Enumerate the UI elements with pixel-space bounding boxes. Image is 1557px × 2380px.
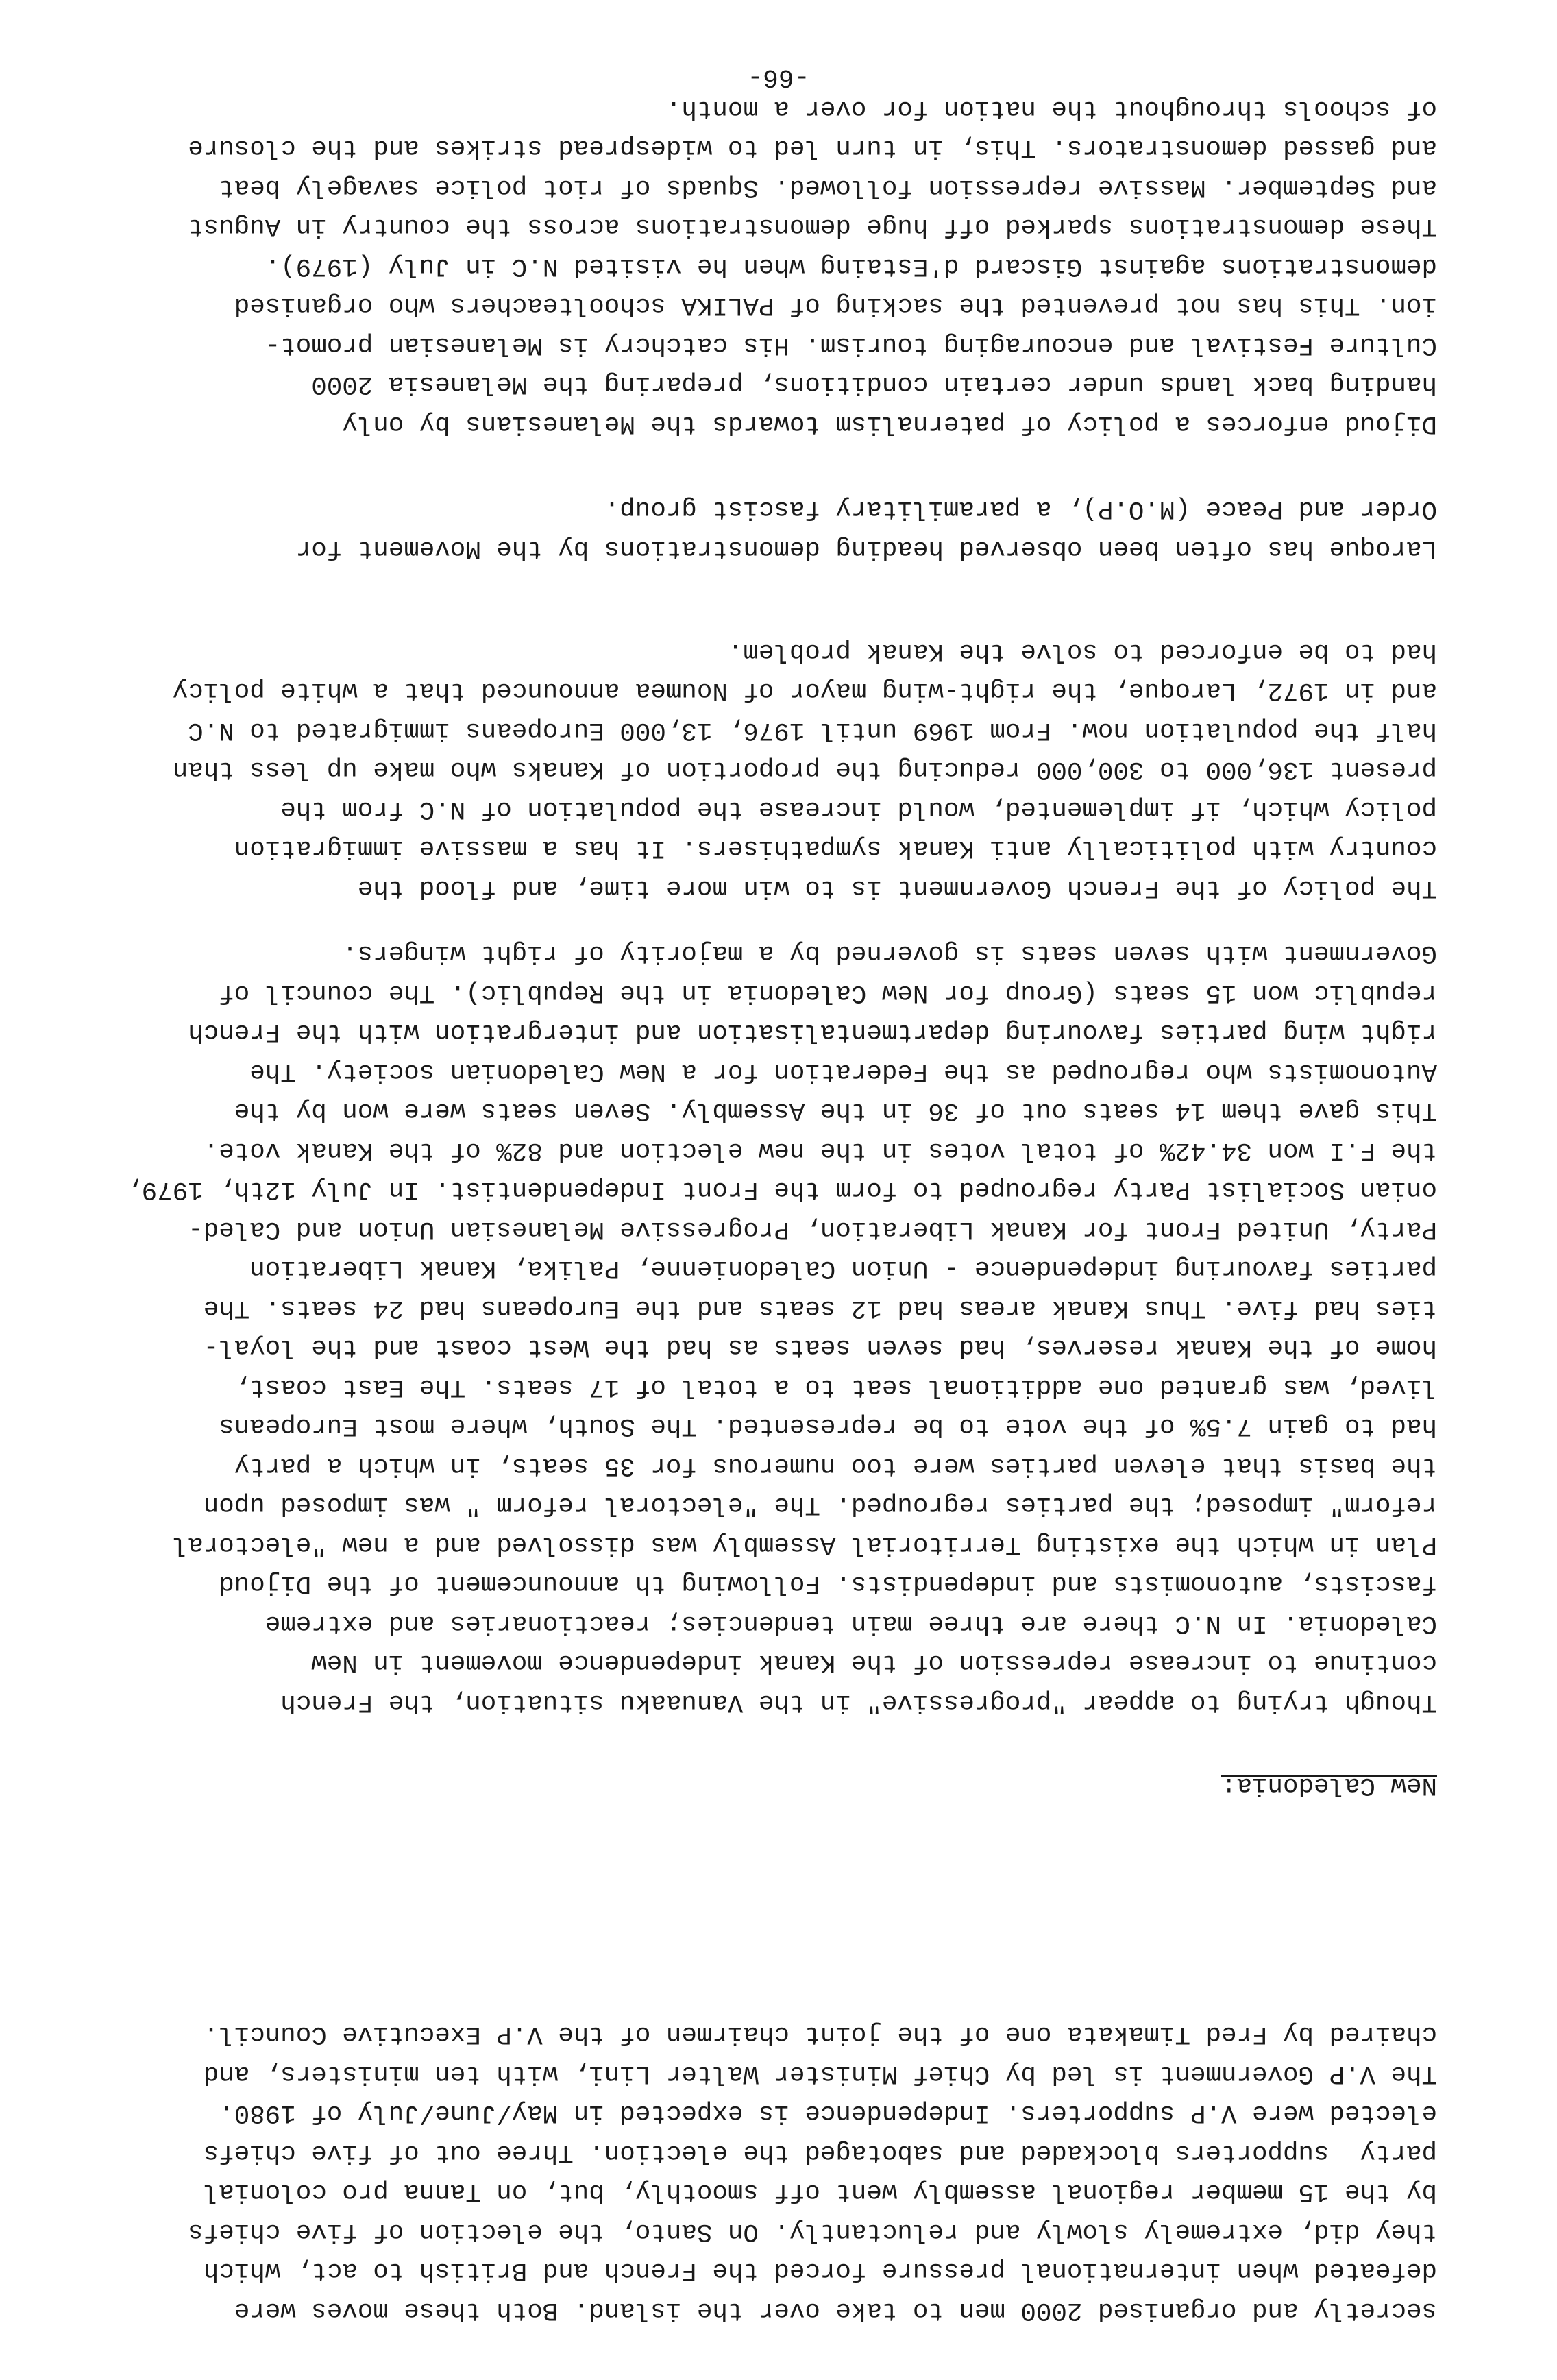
paragraph-french-policy: The policy of the French Government is to win more time, and flood the country with politically anti Kanak sympathisers. It has a massive immigration policy which, if implemented, would increase the population of N.C from the present 136,000 to 300,000 reducing the proportion of Kanaks who make up less than half the population now. From 1969 until 1976, 13,000 Europeans immigrated to N.C and in 1972, Laroque, the right-wing mayor of Noumea announced that a white policy had to be enforced to solve the Kanak problem. [172,637,1437,902]
paragraph-dijoud: Dijoud enforces a policy of paternalism towards the Melanesians by only handing back lands under certain conditions, preparing the Melanesia 2000 Culture Festival and encouraging tourism. His catchcry is Melanesian promot- ion. This has not prevented the sacking of PALIKA schoolteachers who organised demonstrations against Giscard d'Estaing when he visited N.C in July (1979). These demonstrations sparked off huge demonstrations across the country in August and September. Massive repression followed. Squads of riot police savagely beat and gassed demonstrators. This, in turn led to widespread strikes and the closure of schools throughout the nation for over a month. [188,94,1437,438]
page-number-text: -66- [747,62,810,92]
paragraph-new-caledonia-politics: Though trying to appear "progressive" in the Vanuaaku situation, the French continue to increase repression of the Kanak independence movement in New Caledonia. In N.C there are three main tendencies; reactionaries and extreme fascists, autonomists and independists. Following th announcement of the Dijoud Plan in which the existing Territorial Assembly was dissolved and a new "electoral reform" imposed; the parties regrouped. The "electoral reform " was imposed upon the basis that eleven parties were too numerous for 35 seats, in which a party had to gain 7.5% of the vote to be represented. The South, where most Europeans lived, was granted one additional seat to a total of 17 seats. The East coast, home of the Kanak reserves, had seven seats as had the West coast and the loyal- ties had five. Thus Kanak areas had 12 seats and the Europeans had 24 seats. The parties favouring independence - Union Caledonienne, Palika, Kanak Liberation Party, United Front for Kanak Liberation, Progressive Melanesian Union and Caled- onian Socialist Party regrouped to form the Front Independentist. In July 12th, 1979, the F.I won 34.42% of total votes in the new election and 82% of the Kanak vote. This gave them 14 seats out of 36 in the Assembly. Seven seats were won by the Autonomists who regrouped as the Federation for a New Caledonian society. The right wing parties favouring departmentalisation and intergration with the French republic won 15 seats (Group for New Caledonia in the Republic). The council of Government with seven seats is governed by a majority of right wingers. [126,938,1437,1716]
paragraph-vanuaaku-election: secretly and organised 2000 men to take over the island. Both these moves were defeated when international pressure forced the French and British to act, which they did, extremely slowly and reluctantly. On Santo, the election of five chiefs by the 15 member regional assembly went off smoothly, but, on Tanna pro colonial party supporters blockaded and sabotaged the election. Three out of five chiefs elected were V.P supporters. Independence is expected in May/June/July of 1980. The V.P Government is led by Chief Minister Walter Lini, with ten ministers, and chaired by Fred Timakata one of the joint chairmen of the V.P Executive Council. [188,2019,1437,2324]
section-heading-new-caledonia: New Caledonia: [1221,1771,1437,1799]
paragraph-laroque: Laroque has often been observed heading demonstrations by the Movement for Order and Peace (M.O.P), a paramilitary fascist group. [295,494,1437,563]
